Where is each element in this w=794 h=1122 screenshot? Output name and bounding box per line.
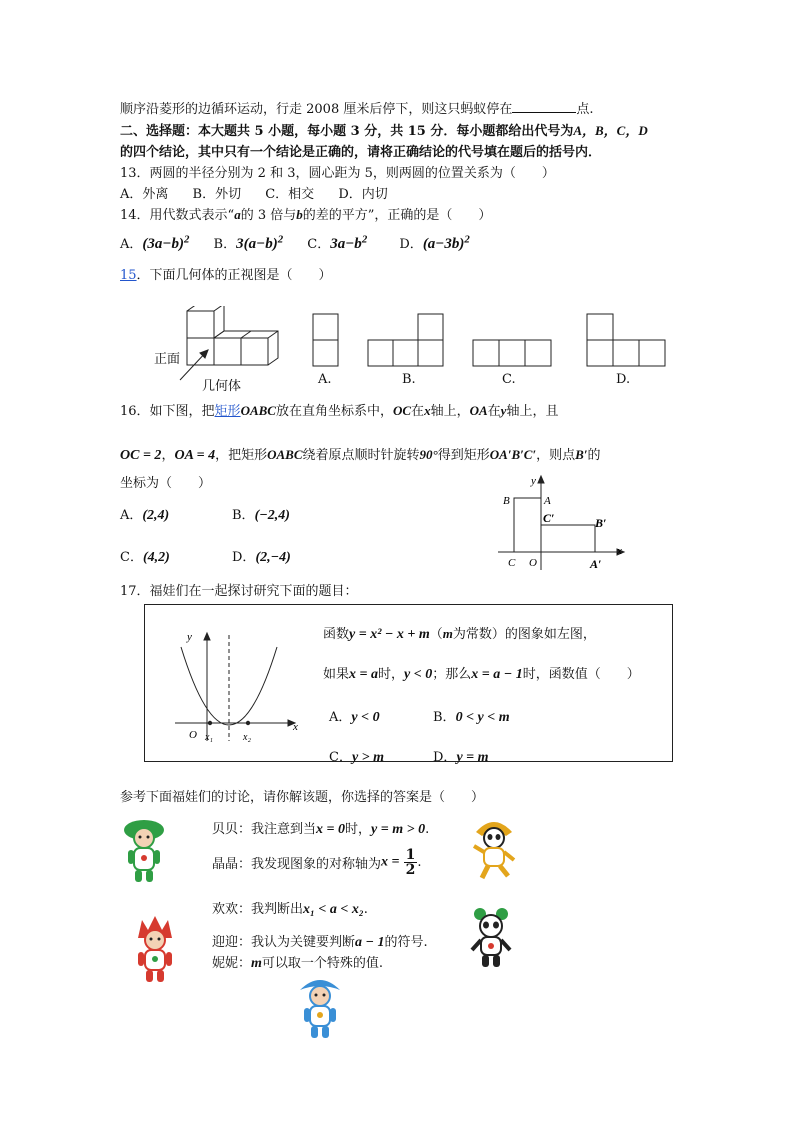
discussion-intro: 参考下面福娃们的讨论，请你解该题，你选择的答案是（ ） <box>120 790 485 805</box>
discussion-text: 的符号. <box>384 935 428 950</box>
q13-option-b[interactable]: B．外切 <box>192 187 242 202</box>
q16-text: ，则点 <box>536 448 576 463</box>
q14-option-b[interactable] <box>213 233 284 252</box>
view-a-cell <box>313 340 338 366</box>
fig-label-cprime: C′ <box>543 511 555 525</box>
q14-var-b: b <box>296 207 303 222</box>
fig-label-bprime: B′ <box>595 516 607 530</box>
mascot-huanhuan-icon <box>130 916 180 986</box>
q16-text: 轴上， <box>430 404 470 419</box>
discussion-math: m <box>251 956 262 971</box>
q14-stem-b: 的 3 倍与 <box>240 208 297 223</box>
q16-math: B′ <box>575 447 588 462</box>
q17-text: 函数 <box>323 627 350 642</box>
fig-label-o: O <box>529 557 537 569</box>
fig-label-b: B <box>503 495 510 507</box>
q16-option-c[interactable] <box>120 546 170 566</box>
mascot-yingying-icon <box>466 906 516 972</box>
discussion-math: y = m > 0 <box>371 822 426 837</box>
option-expr: (3a−b) <box>142 236 184 252</box>
y-axis-arrow <box>538 476 544 483</box>
q14-var-a: a <box>234 207 241 222</box>
root-x2 <box>246 721 250 725</box>
beibei-line <box>212 818 429 838</box>
graph-label-o: O <box>189 729 197 741</box>
discussion-text: . <box>425 822 430 837</box>
q15-solid-label: 几何体 <box>202 379 242 394</box>
mascot-jingjing-icon <box>470 816 518 882</box>
discussion-text: . <box>417 855 422 870</box>
option-label: D． <box>399 237 423 252</box>
q14-options <box>120 233 470 253</box>
view-c-cell <box>525 340 551 366</box>
q16-math: OA <box>469 403 488 418</box>
q14-option-a[interactable] <box>120 233 190 252</box>
q15-stem <box>120 264 332 283</box>
graph-y-arrow <box>204 633 210 640</box>
view-c-cell <box>473 340 499 366</box>
q16-math: y <box>500 403 507 418</box>
option-expr: (a−3b) <box>422 236 465 252</box>
q14-stem-c: 的差的平方”，正确的是（ ） <box>302 208 492 223</box>
intro-tail: 点. <box>576 102 594 117</box>
option-label: A． <box>120 508 143 523</box>
option-value: (2,4) <box>142 508 170 523</box>
view-b-cell <box>418 340 443 366</box>
q16-math: OABC <box>267 447 303 462</box>
q16-text: 轴上，且 <box>506 404 559 419</box>
fig-label-c: C <box>508 557 516 569</box>
q13-stem: 13．两圆的半径分别为 2 和 3，圆心距为 5，则两圆的位置关系为（ ） <box>120 166 555 181</box>
section2-line2: 的四个结论，其中只有一个结论是正确的，请将正确结论的代号填在题后的括号内． <box>120 145 602 160</box>
nini-line <box>212 952 383 972</box>
view-d[interactable] <box>587 314 665 366</box>
q16-math: OABC <box>240 403 276 418</box>
view-c[interactable] <box>473 340 551 366</box>
q16-text: 绕着原点顺时针旋转 <box>302 448 420 463</box>
fig-label-aprime: A′ <box>590 557 602 571</box>
view-a-cell <box>313 314 338 340</box>
option-label: D． <box>232 550 256 565</box>
jingjing-line <box>212 848 422 877</box>
q16-line2 <box>120 444 601 464</box>
huanhuan-line <box>212 898 368 918</box>
q17-text: 如果 <box>323 667 350 682</box>
discussion-text: 妮妮： <box>212 956 252 971</box>
mascot-nini-icon <box>296 976 344 1042</box>
discussion-math: a − 1 <box>355 935 385 950</box>
q17-text: 为常数）的图象如左图， <box>452 627 596 642</box>
q15-option-b-label[interactable]: B. <box>402 372 416 387</box>
q16-text: 得到矩形 <box>437 448 490 463</box>
discussion-text: 晶晶：我发现图象的对称轴为 <box>212 857 382 872</box>
q16-comma: ， <box>161 448 175 463</box>
solid-bottom-2 <box>214 338 241 365</box>
q13-option-d[interactable]: D．内切 <box>338 187 388 202</box>
q14-stem <box>120 204 491 223</box>
q17-math: x = a <box>349 667 378 682</box>
q17-math: x = a − 1 <box>471 667 523 682</box>
view-b-cell <box>418 314 443 340</box>
mascot-beibei-icon <box>120 818 168 886</box>
q16-math: OC = 2 <box>120 448 162 463</box>
option-value: (4,2) <box>142 550 170 565</box>
graph-label-x: x <box>293 721 298 733</box>
answer-blank[interactable] <box>512 100 576 113</box>
intro-text: 顺序沿菱形的边循环运动，行走 2008 厘米后停下，则这只蚂蚁停在 <box>120 102 513 117</box>
q17-condition-line <box>323 663 640 683</box>
geometric-solid <box>180 306 278 380</box>
view-b[interactable] <box>368 314 443 366</box>
q16-math: OC <box>392 403 412 418</box>
q16-math: x <box>424 403 431 418</box>
option-exp: 2 <box>277 233 284 246</box>
discussion-text: . <box>363 902 368 917</box>
q16-math: OA′B′C′ <box>489 447 537 462</box>
q16-math: 90° <box>419 447 438 462</box>
discussion-math: x = <box>381 854 400 870</box>
q16-option-d[interactable] <box>232 546 291 566</box>
view-d-cell <box>639 340 665 366</box>
option-exp: 2 <box>361 233 368 246</box>
q17-text: （ <box>429 627 443 642</box>
option-value: y < 0 <box>351 710 380 725</box>
discussion-text: 欢欢：我判断出 <box>212 902 304 917</box>
q14-stem-a: 14．用代数式表示“ <box>120 208 235 223</box>
solid-bottom-1 <box>187 338 214 365</box>
section2-line1: 二、选择题：本大题共 5 小题，每小题 3 分，共 15 分．每小题都给出代号为 <box>120 124 574 139</box>
parabola-graph <box>169 627 309 747</box>
view-b-cell <box>393 340 418 366</box>
q15-front-label: 正面 <box>154 352 181 367</box>
option-expr: 3a−b <box>330 236 362 252</box>
rectangle-oabc-rotated <box>541 525 595 552</box>
view-a[interactable] <box>313 314 338 366</box>
q17-text: 时，函数值（ ） <box>522 667 640 682</box>
q16-text: 的 <box>587 448 601 463</box>
option-label: D． <box>433 750 457 765</box>
q16-option-a[interactable] <box>120 504 169 524</box>
solid-edge <box>241 331 251 338</box>
view-c-cell <box>499 340 525 366</box>
option-value: y > m <box>351 750 385 765</box>
option-value: y = m <box>456 750 489 765</box>
q16-coordinate-figure <box>494 474 630 574</box>
q16-text: 在 <box>487 404 501 419</box>
rectangle-oabc <box>514 498 541 552</box>
q16-option-b[interactable] <box>232 504 290 524</box>
fig-label-y: y <box>531 475 536 487</box>
option-label: A． <box>329 710 352 725</box>
option-label: A． <box>120 237 143 252</box>
discussion-math: x = 0 <box>316 822 345 837</box>
view-b-cell <box>368 340 393 366</box>
q13-option-c[interactable]: C．相交 <box>265 187 315 202</box>
root-x1 <box>208 721 212 725</box>
q17-math: y < 0 <box>404 667 433 682</box>
q17-text: ；那么 <box>432 667 472 682</box>
q15-option-c-label[interactable]: C. <box>502 372 516 387</box>
option-label: C． <box>307 237 331 252</box>
discussion-text: 贝贝：我注意到当 <box>212 822 317 837</box>
q17-math: m <box>442 626 453 641</box>
rectangle-link[interactable]: 矩形 <box>214 404 241 419</box>
q17-stem: 17．福娃们在一起探讨研究下面的题目： <box>120 584 358 599</box>
option-label: C． <box>329 750 352 765</box>
discussion-math: x₁ < a < x₂ <box>303 902 364 917</box>
option-expr: 3(a−b) <box>236 236 278 252</box>
q15-option-d-label[interactable]: D. <box>616 372 631 387</box>
q16-line1 <box>120 400 558 419</box>
option-label: B． <box>232 508 255 523</box>
q13-options <box>120 183 388 202</box>
q14-option-c[interactable] <box>307 233 368 252</box>
option-value: (−2,4) <box>254 508 290 523</box>
option-label: B． <box>213 237 237 252</box>
graph-label-x2: x₂ <box>243 732 251 743</box>
q16-text: ，把矩形 <box>215 448 268 463</box>
q17-option-b[interactable] <box>433 706 510 726</box>
q17-function-line <box>323 623 596 643</box>
q15-option-a-label[interactable]: A. <box>318 372 332 387</box>
q16-text: 放在直角坐标系中， <box>275 404 393 419</box>
yingying-line <box>212 931 428 951</box>
option-value: 0 < y < m <box>455 710 510 725</box>
fig-label-x: x <box>617 545 622 557</box>
discussion-text: 时， <box>345 822 372 837</box>
solid-top-front <box>187 311 214 338</box>
q13-option-a[interactable]: A．外离 <box>120 187 169 202</box>
option-exp: 2 <box>183 233 190 246</box>
option-label: C． <box>120 550 143 565</box>
section2-heading <box>120 120 648 139</box>
q16-text: 16．如下图，把 <box>120 404 215 419</box>
option-label: B． <box>433 710 456 725</box>
fraction-one-half <box>404 848 418 877</box>
section2-letters: A，B，C，D <box>573 123 648 138</box>
solid-edge <box>214 306 224 311</box>
q15-stem-text: ．下面几何体的正视图是（ ） <box>136 268 332 283</box>
option-value: (2,−4) <box>255 550 291 565</box>
q16-text: 在 <box>411 404 425 419</box>
graph-label-y: y <box>187 631 192 643</box>
view-d-cell <box>587 340 613 366</box>
q14-option-d[interactable] <box>399 233 470 252</box>
view-d-cell <box>587 314 613 340</box>
option-exp: 2 <box>464 233 470 246</box>
discussion-text: 迎迎：我认为关键要判断 <box>212 935 356 950</box>
q17-option-a[interactable] <box>329 706 380 726</box>
q16-line3: 坐标为（ ） <box>120 476 212 491</box>
intro-line <box>120 98 594 117</box>
fraction-denominator: 2 <box>405 862 416 878</box>
fraction-numerator: 1 <box>405 847 416 863</box>
q17-option-d[interactable] <box>433 746 489 766</box>
fig-label-a: A <box>544 495 551 507</box>
q17-function: y = x² − x + m <box>349 627 430 642</box>
q16-math: OA = 4 <box>174 448 216 463</box>
q17-option-c[interactable] <box>329 746 384 766</box>
view-d-cell <box>613 340 639 366</box>
solid-edge <box>214 331 224 338</box>
solid-bottom-3 <box>241 338 268 365</box>
q17-problem-box <box>144 604 673 765</box>
solid-edge <box>268 331 278 338</box>
discussion-text: 可以取一个特殊的值. <box>261 956 384 971</box>
q15-number-link[interactable]: 15 <box>120 268 137 283</box>
graph-label-x1: x₁ <box>205 732 213 743</box>
q17-text: 时， <box>378 667 405 682</box>
